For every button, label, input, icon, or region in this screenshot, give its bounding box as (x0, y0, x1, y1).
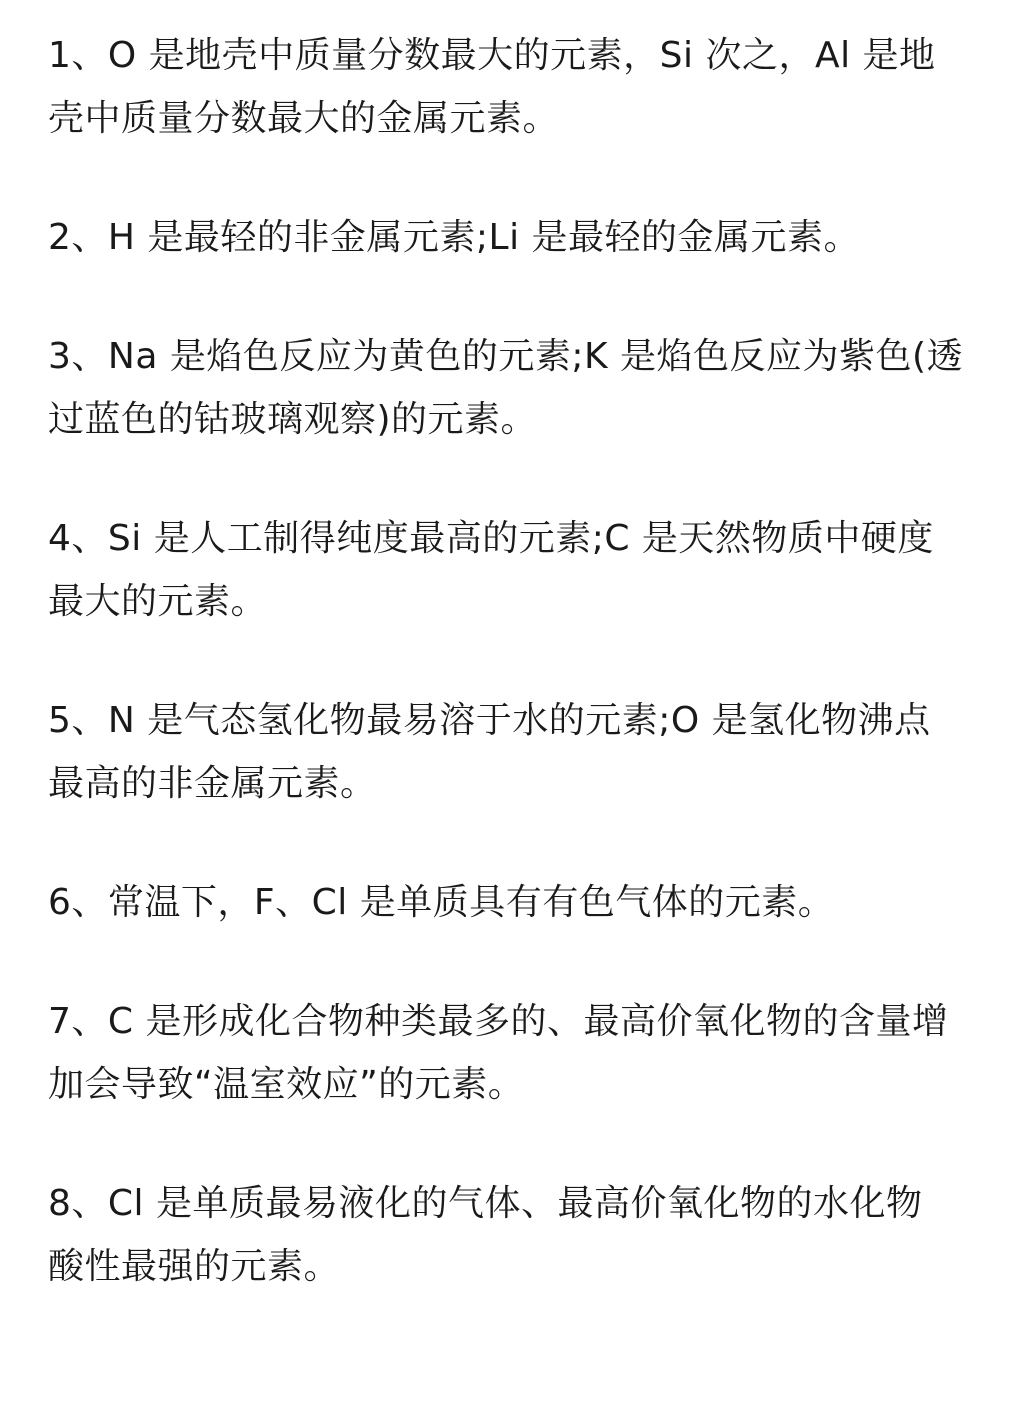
list-item-7 (48, 990, 988, 1116)
list-item-2 (48, 206, 988, 269)
list-item-1 (48, 24, 988, 150)
item-4-line-1: 4、Si 是人工制得纯度最高的元素;C 是天然物质中硬度 (48, 518, 934, 559)
item-4-line-2: 最大的元素。 (48, 581, 268, 622)
item-1-line-2: 壳中质量分数最大的金属元素。 (48, 98, 560, 139)
document-body (48, 24, 988, 1298)
list-item-6 (48, 871, 988, 934)
item-8-line-2: 酸性最强的元素。 (48, 1246, 341, 1287)
item-5-line-1: 5、N 是气态氢化物最易溶于水的元素;O 是氢化物沸点 (48, 700, 931, 741)
item-3-line-2: 过蓝色的钴玻璃观察)的元素。 (48, 399, 538, 440)
item-1-line-1: 1、O 是地壳中质量分数最大的元素，Si 次之，Al 是地 (48, 35, 936, 76)
list-item-8 (48, 1172, 988, 1298)
item-6-line-1: 6、常温下，F、Cl 是单质具有有色气体的元素。 (48, 882, 835, 923)
item-5-line-2: 最高的非金属元素。 (48, 763, 377, 804)
list-item-3 (48, 325, 988, 451)
item-7-line-1: 7、C 是形成化合物种类最多的、最高价氧化物的含量增 (48, 1001, 949, 1042)
item-3-line-1: 3、Na 是焰色反应为黄色的元素;K 是焰色反应为紫色(透 (48, 336, 964, 377)
item-7-line-2: 加会导致“温室效应”的元素。 (48, 1064, 525, 1105)
list-item-4 (48, 507, 988, 633)
item-8-line-1: 8、Cl 是单质最易液化的气体、最高价氧化物的水化物 (48, 1183, 923, 1224)
list-item-5 (48, 689, 988, 815)
item-2-line-1: 2、H 是最轻的非金属元素;Li 是最轻的金属元素。 (48, 217, 861, 258)
